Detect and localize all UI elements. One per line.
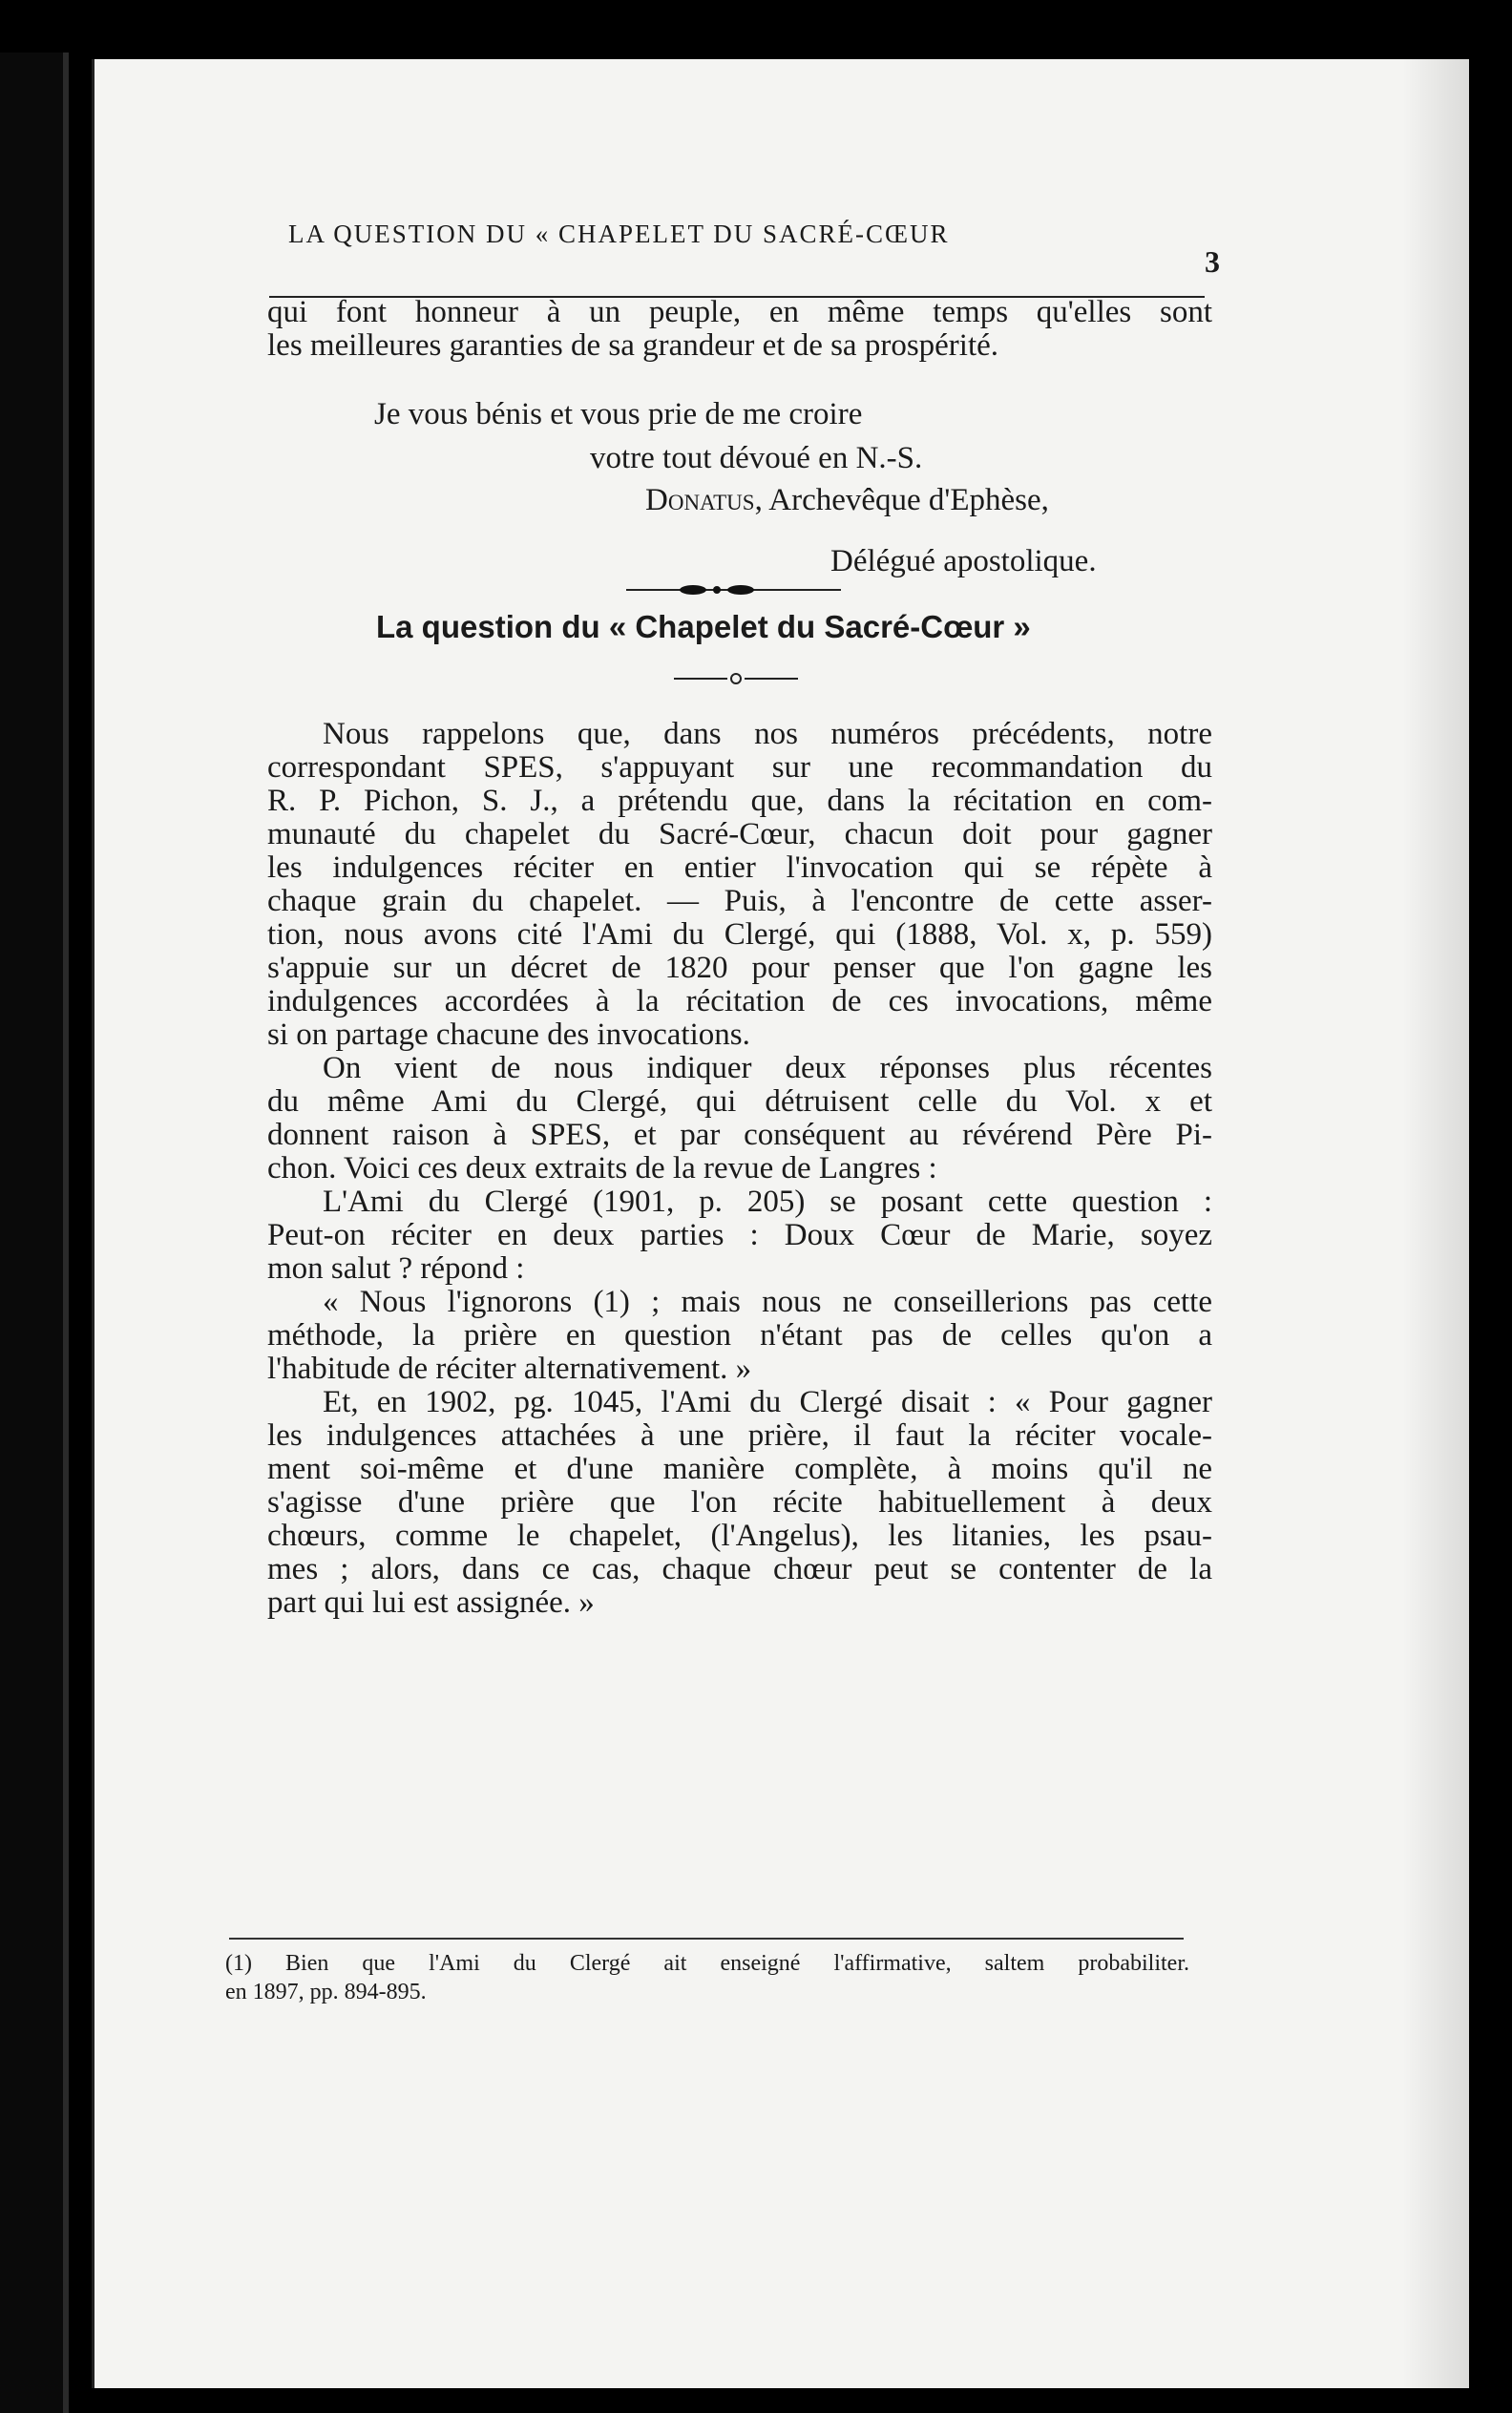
text-line: si on partage chacune des invocations. xyxy=(267,1018,750,1052)
paragraph-2 xyxy=(267,1052,1212,1186)
text-line: les indulgences réciter en entier l'invocation qui se répète à xyxy=(267,850,1212,885)
signatory-role: Délégué apostolique. xyxy=(830,544,1097,578)
closing-line: Je vous bénis et vous prie de me croire xyxy=(374,397,863,431)
text-line: du même Ami du Clergé, qui détruisent celle du Vol. x et xyxy=(267,1084,1212,1119)
signatory xyxy=(645,483,1049,518)
text-line: les meilleures garanties de sa grandeur et de sa prospérité. xyxy=(267,328,999,363)
text-line: Nous rappelons que, dans nos numéros précédents, notre xyxy=(323,717,1212,751)
text-line: s'agisse d'une prière que l'on récite habituellement à deux xyxy=(267,1485,1212,1520)
text-line: l'habitude de réciter alternativement. » xyxy=(267,1352,752,1386)
section-title: La question du « Chapelet du Sacré-Cœur » xyxy=(376,609,1031,644)
opening-paragraph xyxy=(267,296,1212,363)
text-line: correspondant SPES, s'appuyant sur une recommandation du xyxy=(267,750,1212,785)
text-line: mes ; alors, dans ce cas, chaque chœur peut se contenter de la xyxy=(267,1552,1212,1586)
text-line: chaque grain du chapelet. — Puis, à l'encontre de cette asser- xyxy=(267,884,1212,918)
facing-page-edge xyxy=(0,52,69,2413)
text-line: L'Ami du Clergé (1901, p. 205) se posant cette question : xyxy=(323,1185,1212,1219)
paragraph-1 xyxy=(267,718,1212,1052)
page-number: 3 xyxy=(1205,244,1220,279)
footnote xyxy=(225,1949,1189,2006)
text-line: Peut-on réciter en deux parties : Doux Cœur de Marie, soyez xyxy=(267,1218,1212,1252)
footnote-line: (1) Bien que l'Ami du Clergé ait enseigné l'affirmative, saltem probabiliter. xyxy=(225,1951,1189,1976)
text-line: donnent raison à SPES, et par conséquent au révérend Père Pi- xyxy=(267,1118,1212,1152)
text-line: chœurs, comme le chapelet, (l'Angelus), les litanies, les psau- xyxy=(267,1519,1212,1553)
signatory-name: Donatus xyxy=(645,483,755,517)
page-gutter-shadow xyxy=(1402,59,1469,2388)
signatory-title: , Archevêque d'Ephèse, xyxy=(754,483,1049,517)
text-line: Et, en 1902, pg. 1045, l'Ami du Clergé disait : « Pour gagner xyxy=(323,1385,1212,1419)
closing-line: votre tout dévoué en N.-S. xyxy=(590,441,923,475)
footnote-rule xyxy=(229,1938,1184,1940)
small-divider xyxy=(674,672,798,685)
article-body xyxy=(267,718,1212,1620)
text-line: On vient de nous indiquer deux réponses plus récentes xyxy=(323,1051,1212,1085)
text-line: les indulgences attachées à une prière, il faut la réciter vocale- xyxy=(267,1418,1212,1453)
text-line: ment soi-même et d'une manière complète, à moins qu'il ne xyxy=(267,1452,1212,1486)
quotation-2 xyxy=(267,1386,1212,1620)
text-line: s'appuie sur un décret de 1820 pour penser que l'on gagne les xyxy=(267,951,1212,985)
text-line: indulgences accordées à la récitation de ces invocations, même xyxy=(267,984,1212,1018)
text-line: R. P. Pichon, S. J., a prétendu que, dans la récitation en com- xyxy=(267,784,1212,818)
ornament-divider xyxy=(626,580,841,599)
text-line: chon. Voici ces deux extraits de la revue de Langres : xyxy=(267,1151,937,1186)
text-line: tion, nous avons cité l'Ami du Clergé, qui (1888, Vol. x, p. 559) xyxy=(267,917,1212,952)
text-line: « Nous l'ignorons (1) ; mais nous ne conseillerions pas cette xyxy=(323,1285,1212,1319)
running-head: LA QUESTION DU « CHAPELET DU SACRÉ-CŒUR xyxy=(288,220,950,248)
text-line: mon salut ? répond : xyxy=(267,1251,525,1286)
text-line: munauté du chapelet du Sacré-Cœur, chacun doit pour gagner xyxy=(267,817,1212,851)
quotation-1 xyxy=(267,1286,1212,1386)
text-line: part qui lui est assignée. » xyxy=(267,1585,595,1620)
paragraph-3 xyxy=(267,1186,1212,1286)
text-line: qui font honneur à un peuple, en même temps qu'elles sont xyxy=(267,295,1212,329)
text-line: méthode, la prière en question n'étant pas de celles qu'on a xyxy=(267,1318,1212,1353)
footnote-line: en 1897, pp. 894-895. xyxy=(225,1980,427,2004)
